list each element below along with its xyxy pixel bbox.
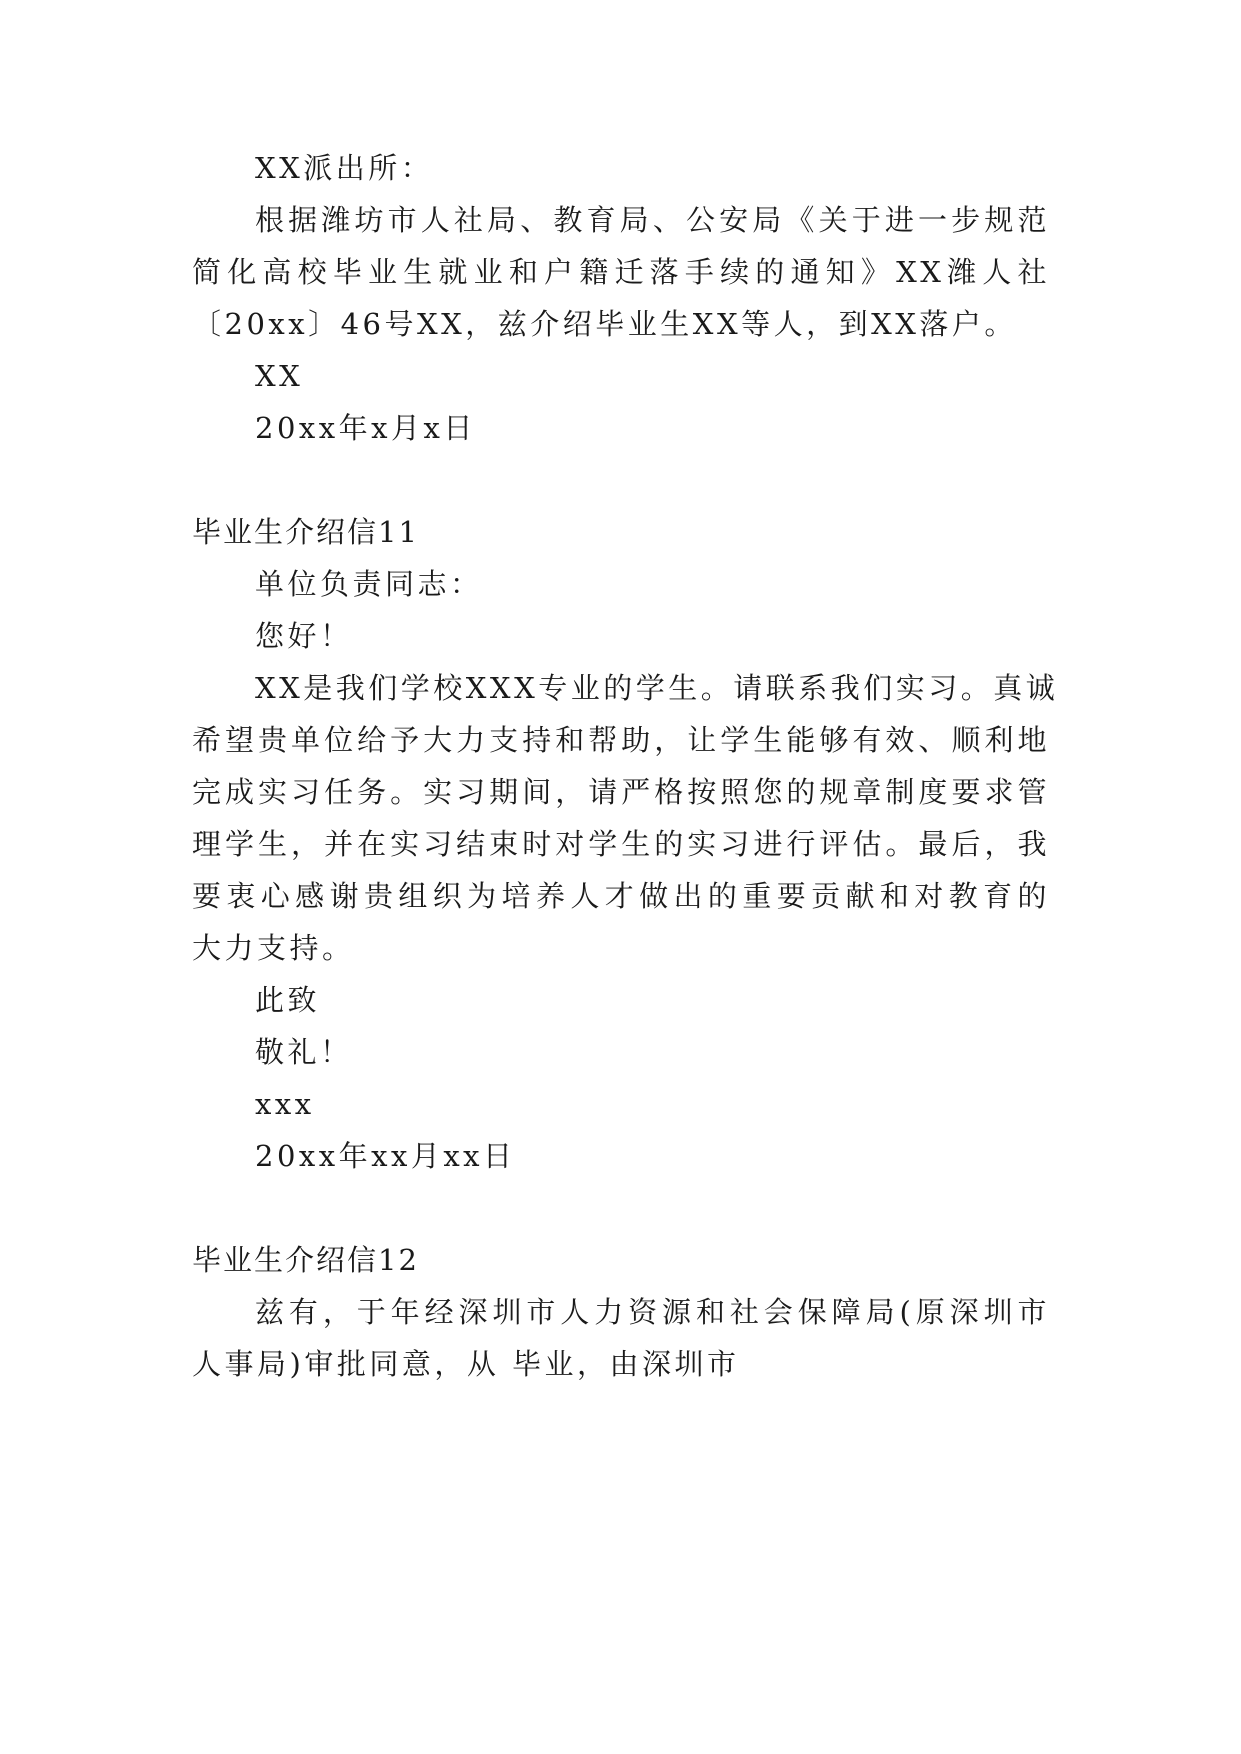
salutation: 单位负责同志： xyxy=(255,567,483,601)
salutation-police-station: XX派出所： xyxy=(255,151,434,185)
closing-line: 此致 xyxy=(255,983,321,1017)
paragraph-line: 完成实习任务。实习期间，请严格按照您的规章制度要求管 xyxy=(192,775,1050,809)
paragraph-line: 人事局)审批同意，从 毕业，由深圳市 xyxy=(192,1347,740,1381)
signer: XX xyxy=(255,359,304,393)
section-title: 毕业生介绍信12 xyxy=(192,1243,419,1277)
greeting: 您好！ xyxy=(255,619,353,653)
signer: xxx xyxy=(255,1087,315,1121)
paragraph-line: 根据潍坊市人社局、教育局、公安局《关于进一步规范 xyxy=(255,203,1050,237)
paragraph-line: 要衷心感谢贵组织为培养人才做出的重要贡献和对教育的 xyxy=(192,879,1050,913)
date: 20xx年xx月xx日 xyxy=(255,1139,516,1173)
paragraph-line: 〔20xx〕46号XX，兹介绍毕业生XX等人，到XX落户。 xyxy=(192,307,1017,341)
paragraph-line: 理学生，并在实习结束时对学生的实习进行评估。最后，我 xyxy=(192,827,1050,861)
paragraph-line: 兹有，于年经深圳市人力资源和社会保障局(原深圳市 xyxy=(255,1295,1050,1329)
paragraph-line: 希望贵单位给予大力支持和帮助，让学生能够有效、顺利地 xyxy=(192,723,1050,757)
paragraph-line: 简化高校毕业生就业和户籍迁落手续的通知》XX潍人社 xyxy=(192,255,1050,289)
section-title: 毕业生介绍信11 xyxy=(192,515,419,549)
paragraph-line: XX是我们学校XXX专业的学生。请联系我们实习。真诚 xyxy=(255,671,1059,705)
date: 20xx年x月x日 xyxy=(255,411,476,445)
closing-line: 敬礼！ xyxy=(255,1035,353,1069)
paragraph-line: 大力支持。 xyxy=(192,931,355,965)
